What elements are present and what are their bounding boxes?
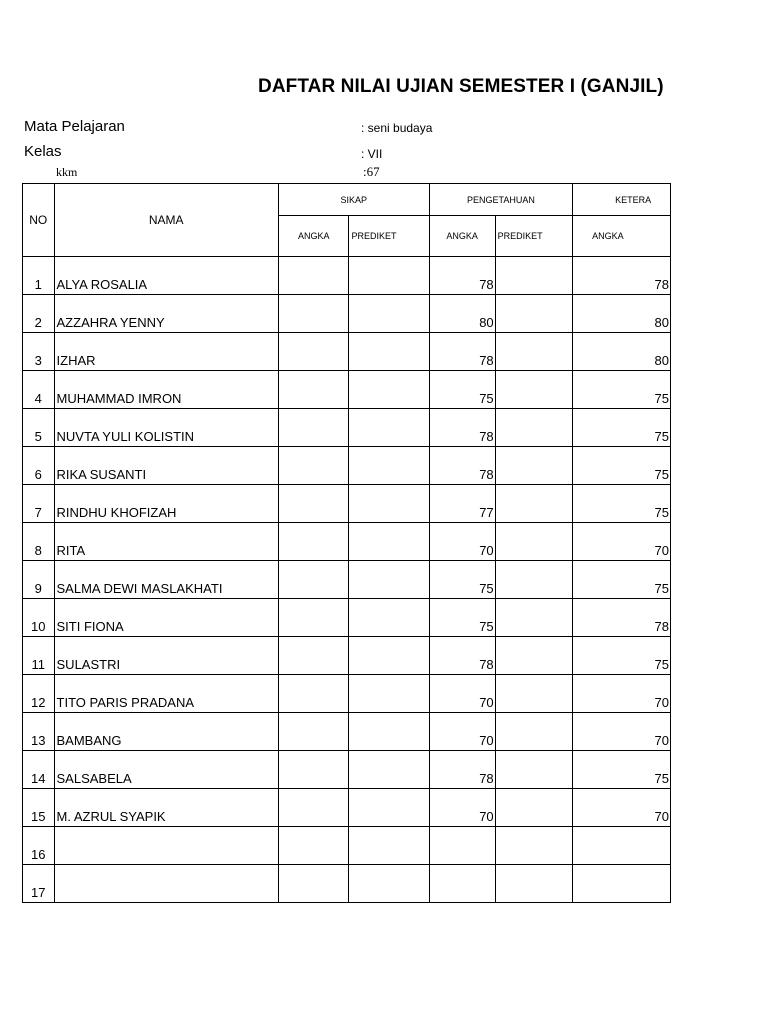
page-title: DAFTAR NILAI UJIAN SEMESTER I (GANJIL) bbox=[258, 76, 664, 97]
sikap-angka-cell bbox=[278, 409, 349, 447]
sikap-prediket-cell bbox=[349, 523, 429, 561]
name-cell: M. AZRUL SYAPIK bbox=[54, 789, 278, 827]
no-cell: 12 bbox=[23, 675, 55, 713]
name-cell: BAMBANG bbox=[54, 713, 278, 751]
peng-angka-cell: 78 bbox=[429, 409, 495, 447]
ket-angka-cell bbox=[573, 865, 671, 903]
ket-angka-cell: 70 bbox=[573, 713, 671, 751]
peng-angka-cell: 75 bbox=[429, 561, 495, 599]
ket-angka-cell: 78 bbox=[573, 599, 671, 637]
peng-angka-cell: 70 bbox=[429, 675, 495, 713]
no-cell: 10 bbox=[23, 599, 55, 637]
table-row bbox=[23, 561, 671, 599]
table-row bbox=[23, 257, 671, 295]
header-sikap-prediket: PREDIKET bbox=[349, 216, 429, 257]
peng-prediket-cell bbox=[495, 485, 573, 523]
sikap-angka-cell bbox=[278, 333, 349, 371]
peng-prediket-cell bbox=[495, 713, 573, 751]
peng-prediket-cell bbox=[495, 447, 573, 485]
peng-prediket-cell bbox=[495, 409, 573, 447]
sikap-angka-cell bbox=[278, 295, 349, 333]
peng-prediket-cell bbox=[495, 295, 573, 333]
table-row bbox=[23, 371, 671, 409]
no-cell: 3 bbox=[23, 333, 55, 371]
name-cell: MUHAMMAD IMRON bbox=[54, 371, 278, 409]
peng-angka-cell: 78 bbox=[429, 257, 495, 295]
no-cell: 2 bbox=[23, 295, 55, 333]
name-cell: RITA bbox=[54, 523, 278, 561]
no-cell: 6 bbox=[23, 447, 55, 485]
peng-prediket-cell bbox=[495, 257, 573, 295]
header-peng-angka: ANGKA bbox=[429, 216, 495, 257]
no-cell: 17 bbox=[23, 865, 55, 903]
sikap-angka-cell bbox=[278, 599, 349, 637]
no-cell: 13 bbox=[23, 713, 55, 751]
peng-prediket-cell bbox=[495, 865, 573, 903]
sikap-prediket-cell bbox=[349, 865, 429, 903]
name-cell: RINDHU KHOFIZAH bbox=[54, 485, 278, 523]
ket-angka-cell: 75 bbox=[573, 485, 671, 523]
peng-prediket-cell bbox=[495, 675, 573, 713]
sikap-angka-cell bbox=[278, 523, 349, 561]
header-sikap: SIKAP bbox=[278, 184, 429, 216]
ket-angka-cell bbox=[573, 827, 671, 865]
ket-angka-cell: 75 bbox=[573, 447, 671, 485]
kkm-value: :67 bbox=[363, 164, 380, 179]
table-row bbox=[23, 675, 671, 713]
peng-angka-cell: 78 bbox=[429, 637, 495, 675]
ket-angka-cell: 70 bbox=[573, 789, 671, 827]
name-cell: SITI FIONA bbox=[54, 599, 278, 637]
table-row bbox=[23, 485, 671, 523]
table-row bbox=[23, 447, 671, 485]
table-row bbox=[23, 751, 671, 789]
table-row bbox=[23, 599, 671, 637]
sikap-angka-cell bbox=[278, 637, 349, 675]
table-row bbox=[23, 789, 671, 827]
peng-prediket-cell bbox=[495, 561, 573, 599]
sikap-prediket-cell bbox=[349, 561, 429, 599]
peng-prediket-cell bbox=[495, 827, 573, 865]
name-cell: AZZAHRA YENNY bbox=[54, 295, 278, 333]
sikap-angka-cell bbox=[278, 447, 349, 485]
peng-angka-cell bbox=[429, 865, 495, 903]
class-label: Kelas bbox=[24, 143, 62, 160]
sikap-prediket-cell bbox=[349, 371, 429, 409]
table-row bbox=[23, 333, 671, 371]
table-row bbox=[23, 865, 671, 903]
sikap-prediket-cell bbox=[349, 599, 429, 637]
name-cell: TITO PARIS PRADANA bbox=[54, 675, 278, 713]
header-row-1 bbox=[23, 184, 671, 216]
table-row bbox=[23, 827, 671, 865]
sikap-angka-cell bbox=[278, 789, 349, 827]
table-row bbox=[23, 523, 671, 561]
ket-angka-cell: 70 bbox=[573, 675, 671, 713]
sikap-prediket-cell bbox=[349, 333, 429, 371]
sikap-prediket-cell bbox=[349, 257, 429, 295]
sikap-angka-cell bbox=[278, 865, 349, 903]
header-keterampilan: KETERA bbox=[573, 184, 671, 216]
ket-angka-cell: 75 bbox=[573, 751, 671, 789]
sikap-angka-cell bbox=[278, 751, 349, 789]
class-value: : VII bbox=[361, 147, 383, 161]
peng-prediket-cell bbox=[495, 371, 573, 409]
no-cell: 11 bbox=[23, 637, 55, 675]
sikap-prediket-cell bbox=[349, 447, 429, 485]
header-pengetahuan: PENGETAHUAN bbox=[429, 184, 573, 216]
peng-prediket-cell bbox=[495, 333, 573, 371]
name-cell: SALMA DEWI MASLAKHATI bbox=[54, 561, 278, 599]
ket-angka-cell: 78 bbox=[573, 257, 671, 295]
ket-angka-cell: 75 bbox=[573, 561, 671, 599]
table-row bbox=[23, 409, 671, 447]
sikap-prediket-cell bbox=[349, 713, 429, 751]
ket-angka-cell: 80 bbox=[573, 295, 671, 333]
sikap-prediket-cell bbox=[349, 295, 429, 333]
sikap-angka-cell bbox=[278, 257, 349, 295]
sikap-angka-cell bbox=[278, 675, 349, 713]
no-cell: 16 bbox=[23, 827, 55, 865]
peng-angka-cell: 78 bbox=[429, 447, 495, 485]
name-cell: RIKA SUSANTI bbox=[54, 447, 278, 485]
ket-angka-cell: 80 bbox=[573, 333, 671, 371]
no-cell: 5 bbox=[23, 409, 55, 447]
peng-prediket-cell bbox=[495, 523, 573, 561]
ket-angka-cell: 75 bbox=[573, 637, 671, 675]
grade-table bbox=[22, 183, 671, 903]
peng-angka-cell: 70 bbox=[429, 523, 495, 561]
table-row bbox=[23, 637, 671, 675]
sikap-prediket-cell bbox=[349, 485, 429, 523]
sikap-prediket-cell bbox=[349, 789, 429, 827]
no-cell: 15 bbox=[23, 789, 55, 827]
peng-angka-cell: 70 bbox=[429, 789, 495, 827]
sikap-angka-cell bbox=[278, 485, 349, 523]
no-cell: 7 bbox=[23, 485, 55, 523]
subject-label: Mata Pelajaran bbox=[24, 118, 125, 135]
no-cell: 8 bbox=[23, 523, 55, 561]
peng-angka-cell: 77 bbox=[429, 485, 495, 523]
sikap-angka-cell bbox=[278, 713, 349, 751]
no-cell: 9 bbox=[23, 561, 55, 599]
name-cell: ALYA ROSALIA bbox=[54, 257, 278, 295]
header-sikap-angka: ANGKA bbox=[278, 216, 349, 257]
peng-prediket-cell bbox=[495, 789, 573, 827]
peng-angka-cell: 78 bbox=[429, 333, 495, 371]
sikap-angka-cell bbox=[278, 561, 349, 599]
subject-value: : seni budaya bbox=[361, 121, 433, 135]
ket-angka-cell: 75 bbox=[573, 371, 671, 409]
peng-angka-cell: 80 bbox=[429, 295, 495, 333]
header-no: NO bbox=[23, 184, 55, 257]
sikap-prediket-cell bbox=[349, 409, 429, 447]
peng-angka-cell: 70 bbox=[429, 713, 495, 751]
peng-prediket-cell bbox=[495, 751, 573, 789]
table-row bbox=[23, 295, 671, 333]
header-nama: NAMA bbox=[54, 184, 278, 257]
no-cell: 1 bbox=[23, 257, 55, 295]
no-cell: 14 bbox=[23, 751, 55, 789]
name-cell: SULASTRI bbox=[54, 637, 278, 675]
peng-angka-cell: 78 bbox=[429, 751, 495, 789]
name-cell bbox=[54, 865, 278, 903]
header-ket-angka: ANGKA bbox=[573, 216, 671, 257]
ket-angka-cell: 75 bbox=[573, 409, 671, 447]
ket-angka-cell: 70 bbox=[573, 523, 671, 561]
peng-angka-cell bbox=[429, 827, 495, 865]
peng-angka-cell: 75 bbox=[429, 371, 495, 409]
name-cell bbox=[54, 827, 278, 865]
sikap-prediket-cell bbox=[349, 637, 429, 675]
peng-prediket-cell bbox=[495, 637, 573, 675]
sikap-prediket-cell bbox=[349, 675, 429, 713]
name-cell: SALSABELA bbox=[54, 751, 278, 789]
table-row bbox=[23, 713, 671, 751]
sikap-prediket-cell bbox=[349, 751, 429, 789]
kkm-label: kkm bbox=[56, 165, 78, 179]
peng-prediket-cell bbox=[495, 599, 573, 637]
sikap-angka-cell bbox=[278, 371, 349, 409]
sikap-prediket-cell bbox=[349, 827, 429, 865]
no-cell: 4 bbox=[23, 371, 55, 409]
header-peng-prediket: PREDIKET bbox=[495, 216, 573, 257]
peng-angka-cell: 75 bbox=[429, 599, 495, 637]
name-cell: NUVTA YULI KOLISTIN bbox=[54, 409, 278, 447]
name-cell: IZHAR bbox=[54, 333, 278, 371]
sikap-angka-cell bbox=[278, 827, 349, 865]
